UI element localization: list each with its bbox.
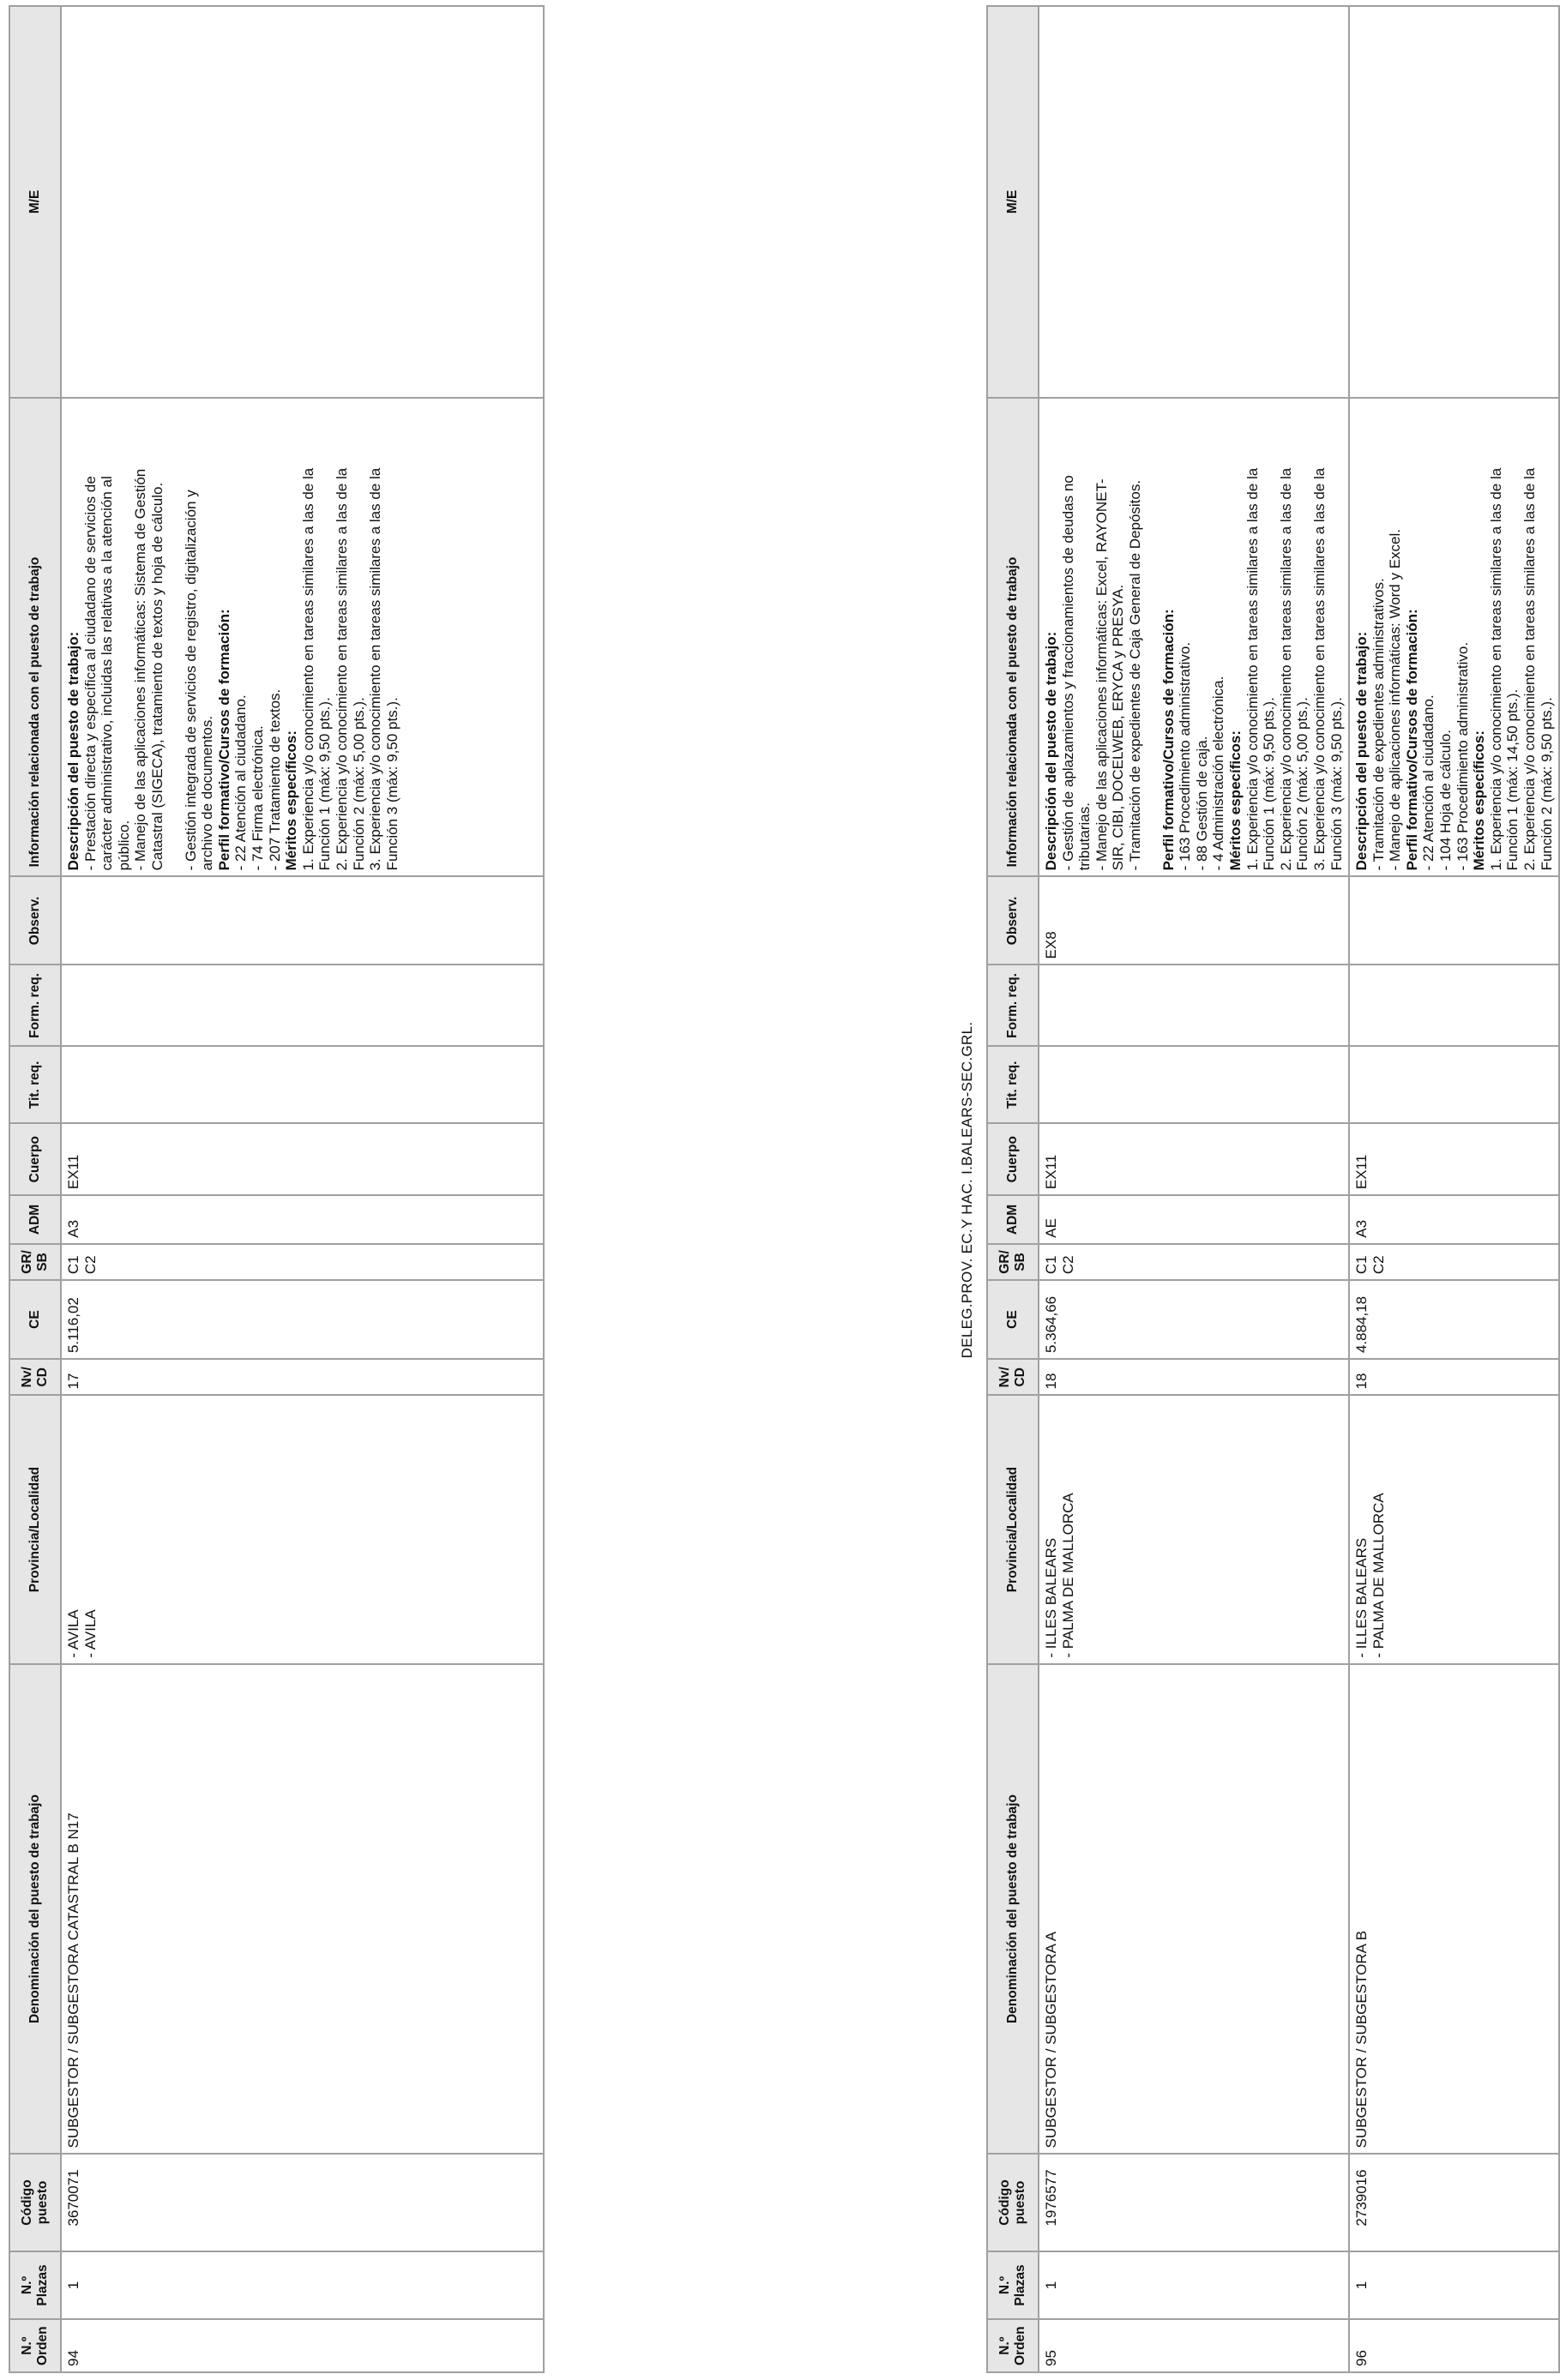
positions-table-2: [986, 5, 1560, 2373]
list-line: - PALMA DE MALLORCA: [1059, 1493, 1076, 1658]
info-line: - Prestación directa y específica al ciudadano de servicios de: [81, 476, 99, 871]
info-heading: Perfil formativo/Cursos de formación:: [1159, 609, 1177, 871]
col-adm: ADM: [987, 1195, 1039, 1244]
table-block-1: [9, 5, 545, 2373]
col-plazas: N.º Plazas: [987, 2251, 1039, 2320]
cell-ce: 5.116,02: [61, 1280, 544, 1359]
info-line: [1144, 404, 1160, 871]
cell-nivel: 18: [1349, 1359, 1559, 1395]
list-line: - AVILA: [65, 1609, 81, 1658]
cell-me: [61, 6, 544, 398]
list-line: - AVILA: [81, 1609, 99, 1658]
col-form: Form. req.: [9, 965, 61, 1046]
info-line: archivo de documentos.: [199, 715, 216, 871]
info-line: carácter administrativo, incluidas las relativas a la atención al: [99, 476, 116, 871]
info-line: - Gestión de aplazamientos y fraccionamientos de deudas no: [1059, 475, 1076, 871]
cell-provincia: [1349, 1395, 1559, 1663]
info-heading: Méritos específicos:: [1471, 730, 1488, 871]
table-block-2: [986, 5, 1555, 2373]
col-codigo: Código puesto: [987, 2154, 1039, 2251]
col-nivel-l1: Nv/: [20, 1367, 34, 1388]
cell-cuerpo: EX11: [61, 1123, 544, 1195]
positions-table-1: [9, 5, 545, 2373]
info-heading: Méritos específicos:: [1226, 730, 1244, 871]
cell-me: [1039, 6, 1349, 398]
cell-provincia: [1039, 1395, 1349, 1663]
col-info: Información relacionada con el puesto de trabajo: [987, 398, 1039, 877]
info-line: Función 2 (máx: 5,00 pts.).: [350, 697, 367, 871]
list-line: - ILLES BALEARS: [1353, 1537, 1370, 1658]
cell-tit: [1039, 1046, 1349, 1123]
col-denominacion: Denominación del puesto de trabajo: [9, 1664, 61, 2155]
cell-grsb: [1349, 1244, 1559, 1280]
info-line: SIR, CIBI, DOCELWEB, ERYCA y PRESYA.: [1110, 584, 1127, 871]
list-line: C1: [65, 1255, 81, 1275]
table-row: [61, 6, 544, 2372]
cell-form: [1349, 965, 1559, 1046]
col-tit: Tit. req.: [9, 1046, 61, 1123]
info-line: - Tramitación de expedientes de Caja General de Depósitos.: [1126, 479, 1143, 871]
list-line: - PALMA DE MALLORCA: [1370, 1493, 1387, 1658]
col-grsb-l1: GR/: [20, 1250, 34, 1274]
info-line: Función 2 (máx: 9,50 pts.).: [1538, 697, 1555, 871]
cell-info: [1039, 398, 1349, 877]
cell-observ: EX8: [1039, 876, 1349, 965]
cell-codigo: 3670071: [61, 2154, 544, 2251]
col-nivel: [9, 1359, 61, 1395]
col-cuerpo: Cuerpo: [987, 1123, 1039, 1195]
cell-tit: [1349, 1046, 1559, 1123]
col-ce: CE: [987, 1280, 1039, 1359]
list-line: C2: [1059, 1255, 1076, 1275]
list-line: - ILLES BALEARS: [1043, 1537, 1059, 1658]
cell-codigo: 1976577: [1039, 2154, 1349, 2251]
table-row: [1349, 6, 1559, 2372]
header-row: [9, 6, 61, 2372]
info-line: - 88 Gestión de caja.: [1193, 736, 1210, 871]
cell-plazas: 1: [1039, 2251, 1349, 2320]
col-plazas: N.º Plazas: [9, 2251, 61, 2320]
cell-nivel: 18: [1039, 1359, 1349, 1395]
col-denominacion: Denominación del puesto de trabajo: [987, 1664, 1039, 2155]
info-line: Función 2 (máx: 5,00 pts.).: [1294, 697, 1311, 871]
info-line: 1. Experiencia y/o conocimiento en tareas similares a las de la: [299, 467, 316, 871]
info-heading: Descripción del puesto de trabajo:: [1043, 631, 1059, 871]
cell-denominacion: SUBGESTOR / SUBGESTORA A: [1039, 1664, 1349, 2155]
cell-plazas: 1: [61, 2251, 544, 2320]
cell-observ: [1349, 876, 1559, 965]
col-orden: N.º Orden: [987, 2319, 1039, 2372]
cell-form: [61, 965, 544, 1046]
header-row: [987, 6, 1039, 2372]
cell-orden: 95: [1039, 2319, 1349, 2372]
col-nivel-l1: Nv/: [997, 1367, 1012, 1388]
info-line: Función 1 (máx: 14,50 pts.).: [1504, 688, 1521, 871]
col-cuerpo: Cuerpo: [9, 1123, 61, 1195]
cell-orden: 94: [61, 2319, 544, 2372]
cell-grsb: [1039, 1244, 1349, 1280]
info-line: [166, 404, 183, 871]
info-line: 2. Experiencia y/o conocimiento en tareas similares a las de la: [1277, 467, 1294, 871]
col-me: M/E: [9, 6, 61, 398]
col-observ: Observ.: [987, 876, 1039, 965]
col-ce: CE: [9, 1280, 61, 1359]
col-tit: Tit. req.: [987, 1046, 1039, 1123]
col-nivel-l2: CD: [35, 1367, 50, 1387]
info-line: - Manejo de aplicaciones informáticas: Word y Excel.: [1387, 528, 1404, 871]
info-line: - 22 Atención al ciudadano.: [1420, 694, 1437, 871]
col-observ: Observ.: [9, 876, 61, 965]
info-line: - 74 Firma electrónica.: [249, 725, 266, 871]
cell-plazas: 1: [1349, 2251, 1559, 2320]
info-heading: Perfil formativo/Cursos de formación:: [215, 609, 232, 871]
info-line: - 22 Atención al ciudadano.: [232, 694, 250, 871]
cell-ce: 4.884,18: [1349, 1280, 1559, 1359]
info-heading: Descripción del puesto de trabajo:: [65, 631, 81, 871]
cell-codigo: 2739016: [1349, 2154, 1559, 2251]
col-info: Información relacionada con el puesto de trabajo: [9, 398, 61, 877]
info-line: - 163 Procedimiento administrativo.: [1454, 641, 1471, 871]
cell-cuerpo: EX11: [1349, 1123, 1559, 1195]
info-heading: Méritos específicos:: [283, 730, 300, 871]
col-provincia: Provincia/Localidad: [9, 1395, 61, 1663]
info-line: Función 3 (máx: 9,50 pts.).: [383, 697, 401, 871]
info-heading: Descripción del puesto de trabajo:: [1353, 631, 1370, 871]
info-line: Catastral (SIGECA), tratamiento de textos y hoja de cálculo.: [148, 482, 166, 871]
info-line: - 104 Hoja de cálculo.: [1437, 729, 1455, 871]
info-line: público.: [115, 820, 132, 871]
cell-provincia: [61, 1395, 544, 1663]
cell-adm: AE: [1039, 1195, 1349, 1244]
info-line: 3. Experiencia y/o conocimiento en tareas similares a las de la: [1310, 467, 1328, 871]
info-line: 1. Experiencia y/o conocimiento en tareas similares a las de la: [1244, 467, 1261, 871]
info-line: - Manejo de las aplicaciones informáticas: Sistema de Gestión: [132, 468, 149, 871]
col-orden: N.º Orden: [9, 2319, 61, 2372]
info-line: 1. Experiencia y/o conocimiento en tareas similares a las de la: [1487, 467, 1504, 871]
col-grsb: [9, 1244, 61, 1280]
cell-me: [1349, 6, 1559, 398]
cell-observ: [61, 876, 544, 965]
list-line: C2: [81, 1255, 99, 1275]
col-adm: ADM: [9, 1195, 61, 1244]
info-line: - Gestión integrada de servicios de registro, digitalización y: [182, 490, 199, 871]
cell-denominacion: SUBGESTOR / SUBGESTORA B: [1349, 1664, 1559, 2155]
info-line: Función 3 (máx: 9,50 pts.).: [1328, 697, 1345, 871]
info-line: - 4 Administración electrónica.: [1210, 676, 1227, 871]
info-line: Función 1 (máx: 9,50 pts.).: [1261, 697, 1278, 871]
col-grsb-l2: SB: [35, 1253, 50, 1271]
info-line: - Tramitación de expedientes administrativos.: [1370, 578, 1387, 871]
col-grsb-l1: GR/: [997, 1250, 1012, 1274]
cell-cuerpo: EX11: [1039, 1123, 1349, 1195]
col-grsb-l2: SB: [1013, 1253, 1027, 1271]
col-grsb: [987, 1244, 1039, 1280]
info-line: Función 1 (máx: 9,50 pts.).: [316, 697, 334, 871]
section-caption: DELEG.PROV. EC.Y HAC. I.BALEARS-SEC.GRL.: [959, 1021, 975, 1359]
cell-info: [61, 398, 544, 877]
col-me: M/E: [987, 6, 1039, 398]
cell-nivel: 17: [61, 1359, 544, 1395]
col-nivel: [987, 1359, 1039, 1395]
cell-info: [1349, 398, 1559, 877]
info-line: tributarias.: [1076, 802, 1093, 871]
info-line: 2. Experiencia y/o conocimiento en tareas similares a las de la: [333, 467, 350, 871]
cell-grsb: [61, 1244, 544, 1280]
cell-orden: 96: [1349, 2319, 1559, 2372]
info-line: - Manejo de las aplicaciones informáticas: Excel, RAYONET-: [1093, 478, 1110, 871]
cell-denominacion: SUBGESTOR / SUBGESTORA CATASTRAL B N17: [61, 1664, 544, 2155]
cell-form: [1039, 965, 1349, 1046]
info-line: 3. Experiencia y/o conocimiento en tareas similares a las de la: [367, 467, 384, 871]
info-heading: Perfil formativo/Cursos de formación:: [1403, 609, 1420, 871]
col-nivel-l2: CD: [1013, 1367, 1027, 1387]
info-line: - 207 Tratamiento de textos.: [266, 688, 283, 871]
list-line: C2: [1370, 1255, 1387, 1275]
col-form: Form. req.: [987, 965, 1039, 1046]
table-row: [1039, 6, 1349, 2372]
col-codigo: Código puesto: [9, 2154, 61, 2251]
info-line: - 163 Procedimiento administrativo.: [1177, 641, 1194, 871]
cell-tit: [61, 1046, 544, 1123]
cell-adm: A3: [1349, 1195, 1559, 1244]
cell-ce: 5.364,66: [1039, 1280, 1349, 1359]
info-line: 2. Experiencia y/o conocimiento en tareas similares a las de la: [1521, 467, 1539, 871]
cell-adm: A3: [61, 1195, 544, 1244]
list-line: C1: [1353, 1255, 1370, 1275]
col-provincia: Provincia/Localidad: [987, 1395, 1039, 1663]
list-line: C1: [1043, 1255, 1059, 1275]
